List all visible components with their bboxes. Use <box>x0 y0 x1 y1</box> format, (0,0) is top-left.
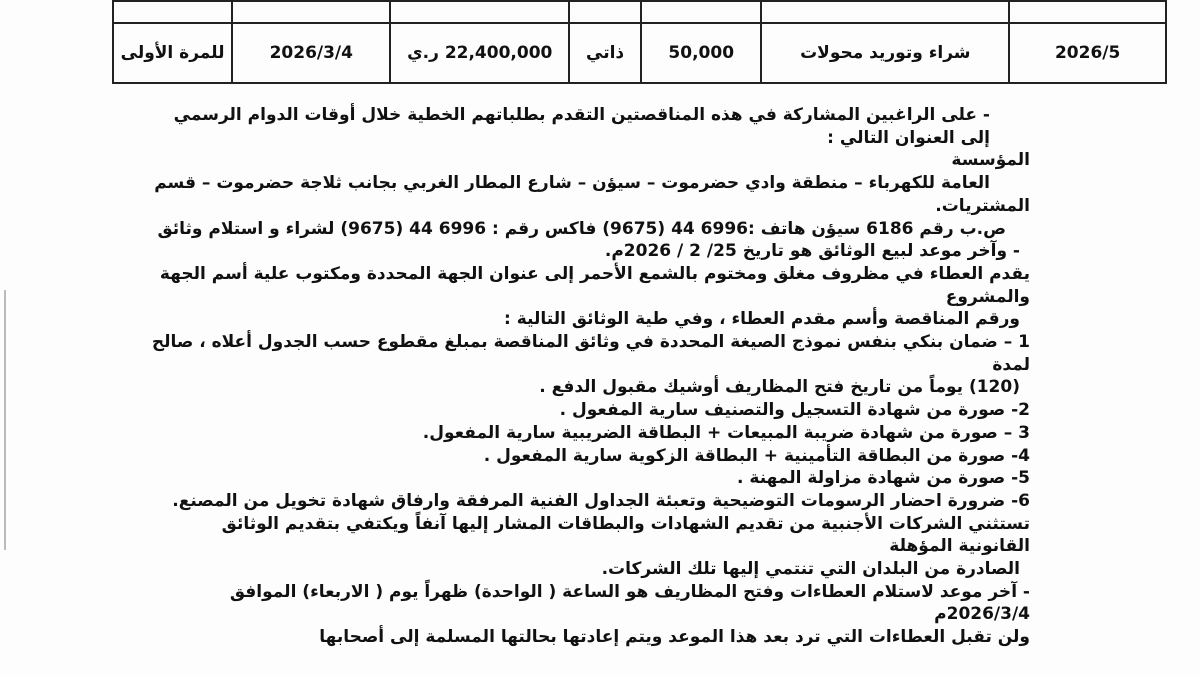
table-row <box>113 23 1166 83</box>
table-row-top <box>113 1 1166 23</box>
announcement-body <box>150 104 1030 649</box>
list-item: 5- صورة من شهادة مزاولة المهنة . <box>737 468 1030 489</box>
price-cell: 22,400,000 ر.ي <box>390 23 569 83</box>
paragraph-line: ص.ب رقم 6186 سيؤن هاتف :6996 44 (9675) فاكس رقم : 6996 44 (9675) لشراء و استلام وثائق <box>157 218 1006 239</box>
paragraph-line: ولن تقبل العطاءات التي ترد بعد هذا الموعد ويتم إعادتها بحالتها المسلمة إلى أصحابها <box>319 627 1030 648</box>
paragraph-line: الصادرة من البلدان التي تنتمي إليها تلك الشركات. <box>601 559 1020 580</box>
paragraph-line: المؤسسة <box>951 150 1030 171</box>
funding-cell: ذاتي <box>569 23 641 83</box>
paragraph-line: المشتريات. <box>935 195 1030 216</box>
announcement-count-cell: للمرة الأولى <box>113 23 232 83</box>
tender-number-cell: 2026/5 <box>1009 23 1166 83</box>
paragraph-line: يقدم العطاء في مظروف مغلق ومختوم بالشمع الأحمر إلى عنوان الجهة المحددة ومكتوب علية أسم الجهة والمشروع <box>159 263 1030 307</box>
list-item: 2- صورة من شهادة التسجيل والتصنيف سارية المفعول . <box>559 400 1030 421</box>
list-item: 4- صورة من البطاقة التأمينية + البطاقة الزكوية سارية المفعول . <box>483 445 1030 466</box>
paragraph-line: العامة للكهرباء – منطقة وادي حضرموت – سيؤن – شارع المطار الغربي بجانب ثلاجة حضرموت – قسم <box>154 173 990 194</box>
list-item: 6- ضرورة احضار الرسومات التوضيحية وتعبئة الجداول الفنية المرفقة وارفاق شهادة تخويل من المصنع. <box>172 490 1030 511</box>
list-item: 3 – صورة من شهادة ضريبة المبيعات + البطاقة الضريبية سارية المفعول. <box>422 422 1030 443</box>
tender-table <box>112 0 1167 84</box>
tender-item-cell: شراء وتوريد محولات <box>761 23 1009 83</box>
paragraph-line: تستثني الشركات الأجنبية من تقديم الشهادات والبطاقات المشار إليها آنفاً ويكتفي بتقديم الوثائق القانونية المؤهلة <box>221 513 1030 557</box>
paragraph-line: - آخر موعد لاستلام العطاءات وفتح المظاريف هو الساعة ( الواحدة) ظهراً يوم ( الاربعاء) الموافق 2026/3/4م <box>229 581 1030 625</box>
scan-edge-mark <box>4 290 6 550</box>
quantity-cell: 50,000 <box>641 23 761 83</box>
opening-date-cell: 2026/3/4 <box>232 23 390 83</box>
paragraph-line: - على الراغبين المشاركة في هذه المناقصتين التقدم بطلباتهم الخطية خلال أوقات الدوام الرسمي إلى العنوان التالي : <box>173 105 990 148</box>
list-item-continuation: (120) يوماً من تاريخ فتح المظاريف أوشيك مقبول الدفع . <box>539 377 1020 398</box>
paragraph-line: - وآخر موعد لبيع الوثائق هو تاريخ 25/ 2 / 2026م. <box>604 241 1020 262</box>
list-item: 1 – ضمان بنكي بنفس نموذج الصيغة المحددة في وثائق المناقصة بمبلغ مقطوع حسب الجدول أعلاه ، صالح لمدة <box>151 332 1030 375</box>
paragraph-line: ورقم المناقصة وأسم مقدم العطاء ، وفي طية الوثائق التالية : <box>504 309 1020 330</box>
